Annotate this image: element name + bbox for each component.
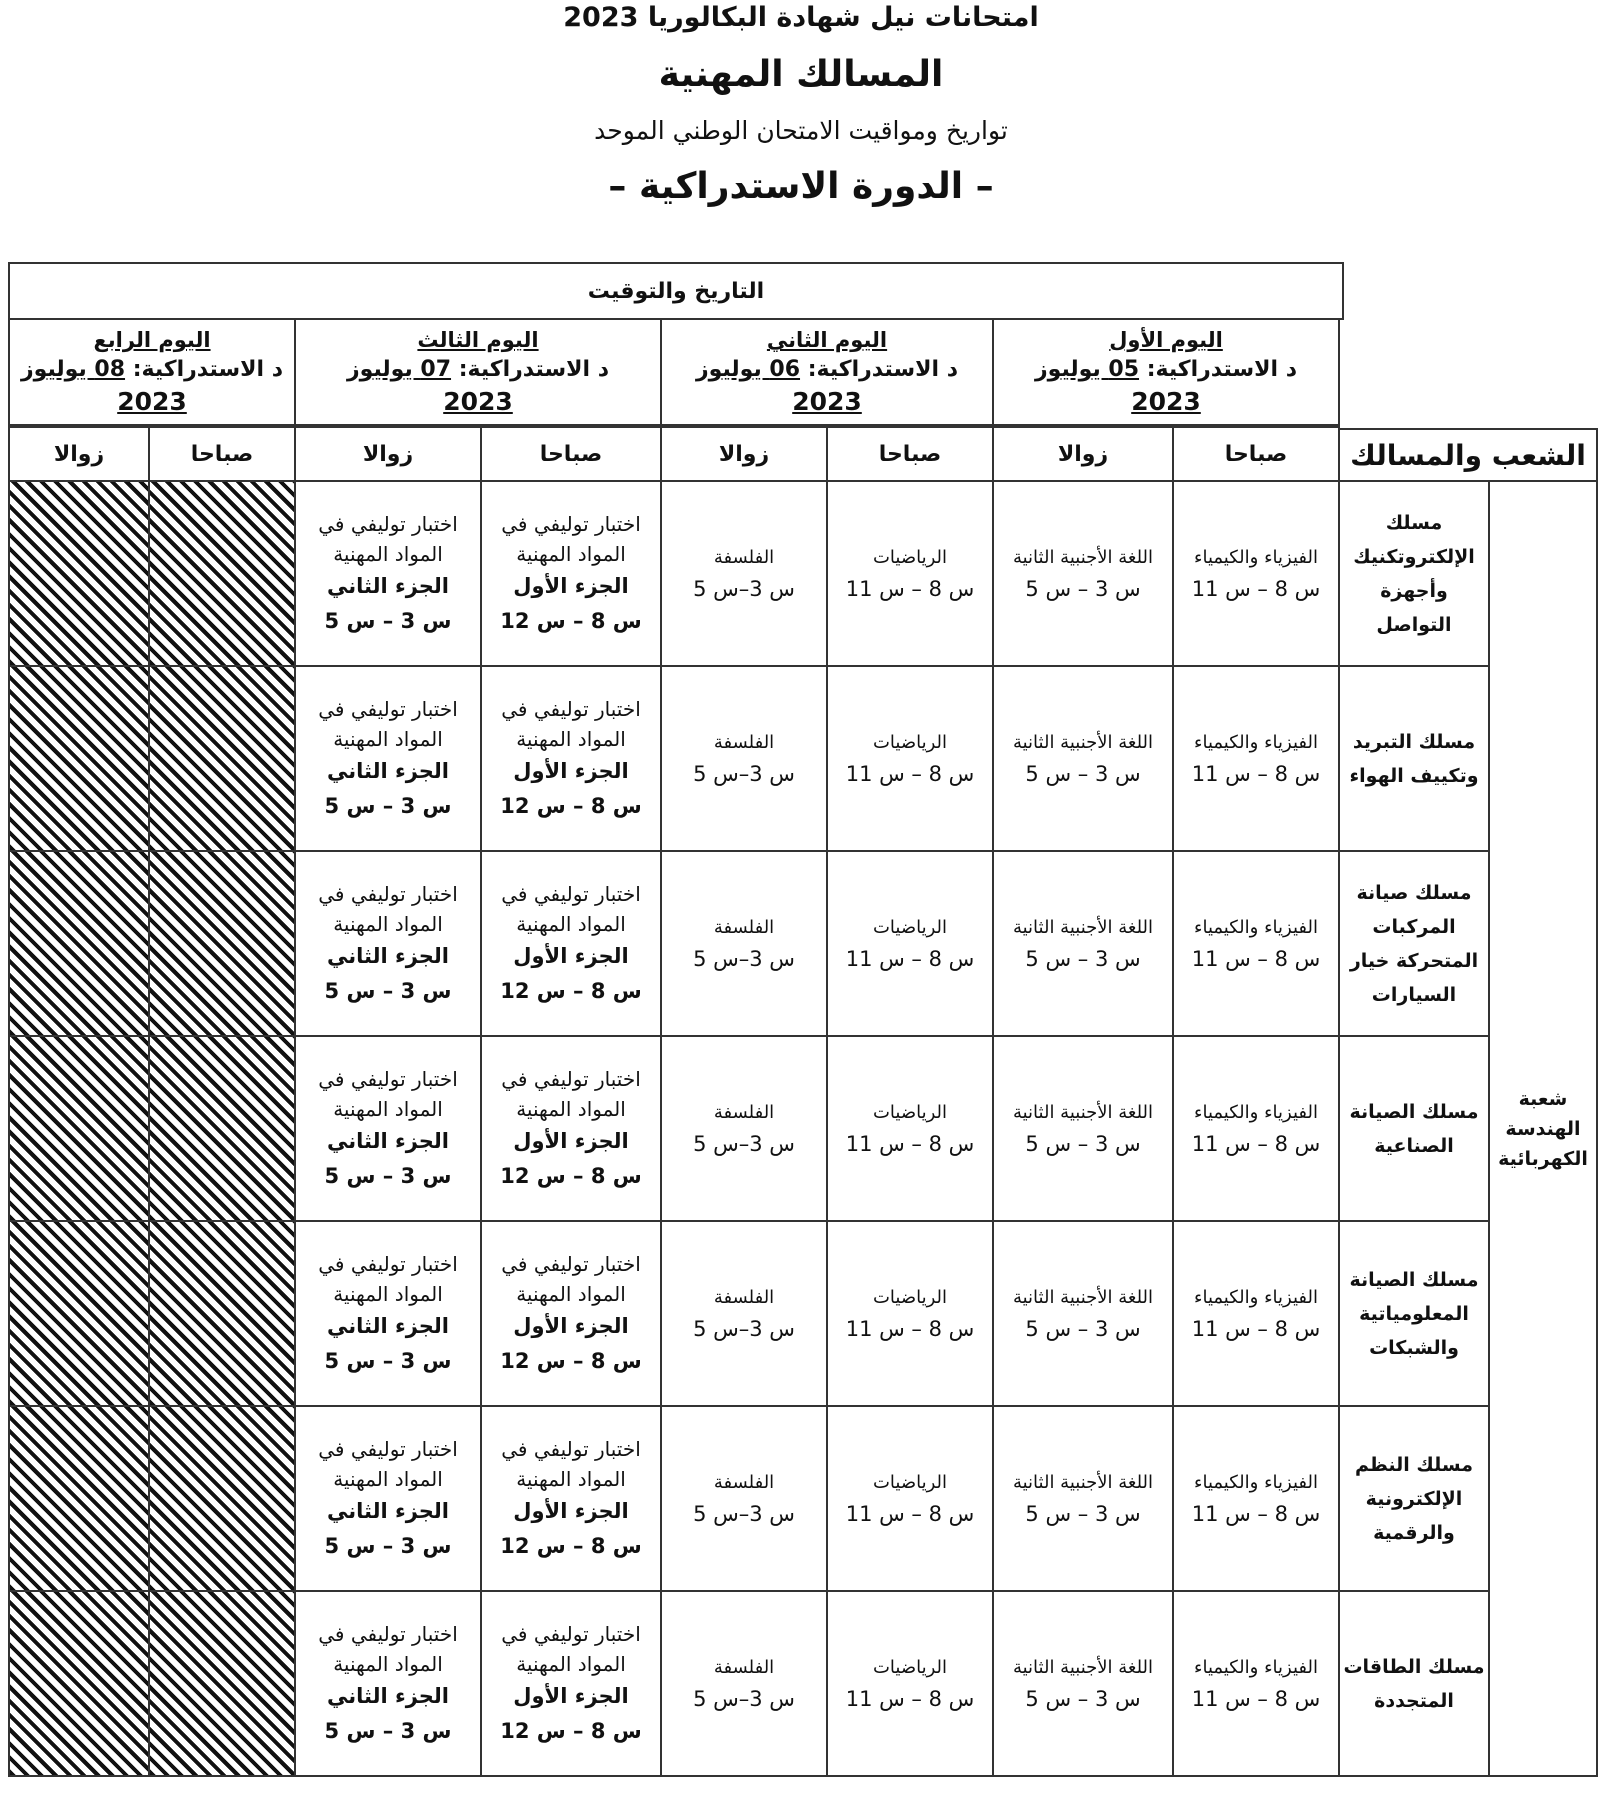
slot-afternoon-label: زوالا <box>362 441 414 467</box>
exam-time: س 3 – س 5 <box>324 1348 452 1373</box>
exam-time: س 3–س 5 <box>693 761 795 786</box>
exam-subject-line: المواد المهنية <box>333 726 443 751</box>
day-date: 08 يوليوز <box>20 357 126 382</box>
exam-cell <box>294 1220 482 1407</box>
exam-subject-line: المواد المهنية <box>516 911 626 936</box>
day-name: اليوم الأول <box>1109 328 1223 352</box>
exam-cell <box>480 480 662 667</box>
exam-subject-line: اختبار توليفي في <box>318 1621 458 1646</box>
exam-subject-line: اختبار توليفي في <box>318 1066 458 1091</box>
exam-cell <box>992 850 1174 1037</box>
day-prefix: د الاستدراكية: <box>1139 357 1298 382</box>
hatched-empty-cell <box>148 480 296 667</box>
exam-subject-line: المواد المهنية <box>516 1096 626 1121</box>
hatched-empty-cell <box>8 665 150 852</box>
exam-subject: الرياضيات <box>872 731 948 753</box>
exam-cell <box>1172 1405 1340 1592</box>
branch-name: شعبة الهندسة الكهربائية <box>1498 1087 1588 1170</box>
exam-subject-line: اختبار توليفي في <box>318 1251 458 1276</box>
day-prefix: د الاستدراكية: <box>125 357 284 382</box>
day-date: 05 يوليوز <box>1034 357 1140 382</box>
hatched-empty-cell <box>148 1220 296 1407</box>
slot-morning-label: صباحا <box>539 441 603 467</box>
exam-subject-line: اختبار توليفي في <box>501 1621 641 1646</box>
exam-subject-line: المواد المهنية <box>333 1466 443 1491</box>
exam-cell <box>826 1220 994 1407</box>
exam-subject-line: اختبار توليفي في <box>501 881 641 906</box>
day-date: 07 يوليوز <box>346 357 452 382</box>
exam-part: الجزء الثاني <box>327 1313 450 1338</box>
exam-time: س 8 – س 12 <box>500 1348 642 1373</box>
day-date: 06 يوليوز <box>695 357 801 382</box>
exam-time: س 3–س 5 <box>693 576 795 601</box>
track-cell <box>1338 1220 1490 1407</box>
exam-subject: الفيزياء والكيمياء <box>1194 1656 1318 1678</box>
day-year: 2023 <box>1131 387 1201 416</box>
exam-cell <box>1172 665 1340 852</box>
day-header-4 <box>8 318 296 426</box>
exam-time: س 3–س 5 <box>693 946 795 971</box>
exam-subject-line: اختبار توليفي في <box>318 696 458 721</box>
exam-time: س 8 – س 11 <box>1191 1501 1321 1526</box>
track-name: مسلك الطاقات المتجددة <box>1343 1655 1485 1712</box>
slot-afternoon-label: زوالا <box>718 441 770 467</box>
exam-subject: الرياضيات <box>872 1471 948 1493</box>
day-name: اليوم الثاني <box>766 328 888 352</box>
day-name: اليوم الثالث <box>417 328 539 352</box>
exam-cell <box>826 1405 994 1592</box>
exam-time: س 3 – س 5 <box>1025 946 1141 971</box>
exam-cell <box>294 665 482 852</box>
exam-subject: الفلسفة <box>713 546 775 568</box>
hatched-empty-cell <box>148 665 296 852</box>
slot-afternoon-3 <box>294 426 482 482</box>
exam-part: الجزء الأول <box>513 758 629 783</box>
exam-cell <box>826 1590 994 1777</box>
exam-cell <box>826 850 994 1037</box>
exam-subject: الرياضيات <box>872 1101 948 1123</box>
stream-title: المسالك المهنية <box>658 54 944 95</box>
exam-subject: الفلسفة <box>713 1101 775 1123</box>
exam-time: س 8 – س 12 <box>500 608 642 633</box>
track-name: مسلك صيانة المركبات المتحركة خيار السيارات <box>1349 881 1479 1006</box>
exam-subject: اللغة الأجنبية الثانية <box>1012 916 1154 938</box>
exam-time: س 3 – س 5 <box>1025 1686 1141 1711</box>
exam-cell <box>294 1035 482 1222</box>
exam-cell <box>992 1590 1174 1777</box>
exam-cell <box>826 665 994 852</box>
slot-morning-4 <box>148 426 296 482</box>
slot-morning-label: صباحا <box>1224 441 1288 467</box>
exam-subject-line: المواد المهنية <box>516 1651 626 1676</box>
exam-cell <box>826 1035 994 1222</box>
track-name: مسلك الصيانة المعلومياتية والشبكات <box>1349 1268 1479 1359</box>
exam-subject-line: المواد المهنية <box>333 1096 443 1121</box>
exam-subject: اللغة الأجنبية الثانية <box>1012 731 1154 753</box>
exam-part: الجزء الأول <box>513 1498 629 1523</box>
exam-subject-line: اختبار توليفي في <box>501 1251 641 1276</box>
day-date-line <box>21 354 283 386</box>
exam-cell <box>480 1590 662 1777</box>
exam-subject-line: المواد المهنية <box>516 726 626 751</box>
exam-cell <box>480 1405 662 1592</box>
exam-time: س 8 – س 11 <box>845 1316 975 1341</box>
exam-time: س 3 – س 5 <box>1025 1316 1141 1341</box>
branches-header-label: الشعب والمسالك <box>1350 438 1586 472</box>
day-date-line <box>1035 354 1297 386</box>
day-prefix: د الاستدراكية: <box>451 357 610 382</box>
exam-cell <box>992 665 1174 852</box>
track-cell <box>1338 1590 1490 1777</box>
exam-cell <box>660 480 828 667</box>
exam-time: س 8 – س 11 <box>845 1131 975 1156</box>
exam-subject: اللغة الأجنبية الثانية <box>1012 1286 1154 1308</box>
schedule-subtitle: تواريخ ومواقيت الامتحان الوطني الموحد <box>594 116 1008 145</box>
exam-subject: الفلسفة <box>713 1656 775 1678</box>
exam-subject-line: المواد المهنية <box>333 541 443 566</box>
exam-subject: الفيزياء والكيمياء <box>1194 1471 1318 1493</box>
exam-time: س 3 – س 5 <box>324 608 452 633</box>
exam-time: س 3 – س 5 <box>1025 1131 1141 1156</box>
exam-cell <box>480 1220 662 1407</box>
day-year: 2023 <box>792 387 862 416</box>
exam-cell <box>660 665 828 852</box>
exam-subject: الرياضيات <box>872 1286 948 1308</box>
day-date-line <box>696 354 958 386</box>
day-prefix: د الاستدراكية: <box>800 357 959 382</box>
track-cell <box>1338 1405 1490 1592</box>
exam-cell <box>1172 480 1340 667</box>
exam-cell <box>660 1405 828 1592</box>
slot-morning-2 <box>826 426 994 482</box>
exam-cell <box>660 850 828 1037</box>
exam-subject: الفلسفة <box>713 1471 775 1493</box>
exam-cell <box>480 665 662 852</box>
exam-part: الجزء الأول <box>513 573 629 598</box>
exam-cell <box>1172 1590 1340 1777</box>
exam-subject-line: اختبار توليفي في <box>318 881 458 906</box>
day-header-3 <box>294 318 662 426</box>
exam-time: س 8 – س 11 <box>845 946 975 971</box>
hatched-empty-cell <box>148 1590 296 1777</box>
exam-subject-line: المواد المهنية <box>333 1281 443 1306</box>
hatched-empty-cell <box>8 850 150 1037</box>
exam-time: س 8 – س 11 <box>1191 1316 1321 1341</box>
exam-subject: الرياضيات <box>872 1656 948 1678</box>
exam-cell <box>294 1590 482 1777</box>
exam-subject: الفلسفة <box>713 916 775 938</box>
hatched-empty-cell <box>148 850 296 1037</box>
exam-subject: اللغة الأجنبية الثانية <box>1012 1101 1154 1123</box>
exam-time: س 8 – س 12 <box>500 793 642 818</box>
slot-afternoon-label: زوالا <box>53 441 105 467</box>
exam-subject: اللغة الأجنبية الثانية <box>1012 1656 1154 1678</box>
slot-afternoon-1 <box>992 426 1174 482</box>
exam-subject: الرياضيات <box>872 916 948 938</box>
hatched-empty-cell <box>148 1405 296 1592</box>
exam-subject: الفيزياء والكيمياء <box>1194 546 1318 568</box>
exam-time: س 8 – س 11 <box>1191 1686 1321 1711</box>
exam-subject-line: المواد المهنية <box>333 911 443 936</box>
exam-cell <box>660 1590 828 1777</box>
exam-subject-line: اختبار توليفي في <box>318 1436 458 1461</box>
exam-subject: الفلسفة <box>713 731 775 753</box>
exam-time: س 3 – س 5 <box>324 1718 452 1743</box>
exam-subject-line: اختبار توليفي في <box>501 696 641 721</box>
exam-cell <box>294 1405 482 1592</box>
hatched-empty-cell <box>8 1590 150 1777</box>
exam-part: الجزء الأول <box>513 1313 629 1338</box>
exam-time: س 8 – س 11 <box>1191 761 1321 786</box>
slot-morning-3 <box>480 426 662 482</box>
slot-afternoon-4 <box>8 426 150 482</box>
exam-subject: الرياضيات <box>872 546 948 568</box>
exam-time: س 8 – س 12 <box>500 978 642 1003</box>
exam-subject-line: اختبار توليفي في <box>501 1066 641 1091</box>
exam-part: الجزء الأول <box>513 943 629 968</box>
exam-time: س 3 – س 5 <box>324 978 452 1003</box>
exam-part: الجزء الثاني <box>327 1683 450 1708</box>
exam-time: س 3–س 5 <box>693 1686 795 1711</box>
exam-subject: اللغة الأجنبية الثانية <box>1012 546 1154 568</box>
exam-time: س 8 – س 11 <box>845 576 975 601</box>
exam-time: س 3 – س 5 <box>324 793 452 818</box>
exam-time: س 8 – س 11 <box>845 761 975 786</box>
track-name: مسلك الإلكتروتكنيك وأجهزة التواصل <box>1353 511 1475 636</box>
exam-time: س 8 – س 11 <box>845 1501 975 1526</box>
exam-time: س 8 – س 11 <box>1191 1131 1321 1156</box>
slot-afternoon-label: زوالا <box>1057 441 1109 467</box>
exam-time: س 3 – س 5 <box>324 1533 452 1558</box>
track-name: مسلك الصيانة الصناعية <box>1349 1100 1479 1157</box>
exam-cell <box>992 1220 1174 1407</box>
exam-cell <box>480 1035 662 1222</box>
table-title: التاريخ والتوقيت <box>587 278 765 304</box>
day-header-1 <box>992 318 1340 426</box>
schedule-table <box>8 262 1598 1792</box>
exam-subject-line: اختبار توليفي في <box>501 511 641 536</box>
branches-tracks-header <box>1338 428 1598 482</box>
exam-time: س 3 – س 5 <box>1025 1501 1141 1526</box>
exam-part: الجزء الثاني <box>327 1498 450 1523</box>
table-title-cell <box>8 262 1344 320</box>
exam-cell <box>1172 1035 1340 1222</box>
exam-cell <box>1172 850 1340 1037</box>
track-cell <box>1338 850 1490 1037</box>
slot-morning-1 <box>1172 426 1340 482</box>
day-header-2 <box>660 318 994 426</box>
branch-cell <box>1488 480 1598 1777</box>
hatched-empty-cell <box>8 1035 150 1222</box>
slot-morning-label: صباحا <box>190 441 254 467</box>
exam-cell <box>660 1220 828 1407</box>
exam-subject-line: المواد المهنية <box>333 1651 443 1676</box>
exam-part: الجزء الأول <box>513 1683 629 1708</box>
exam-part: الجزء الأول <box>513 1128 629 1153</box>
exam-time: س 8 – س 11 <box>845 1686 975 1711</box>
exam-time: س 8 – س 11 <box>1191 946 1321 971</box>
hatched-empty-cell <box>8 1405 150 1592</box>
day-date-line <box>347 354 609 386</box>
session-title: – الدورة الاستدراكية – <box>608 166 994 207</box>
exam-time: س 3–س 5 <box>693 1316 795 1341</box>
exam-time: س 3–س 5 <box>693 1501 795 1526</box>
exam-cell <box>826 480 994 667</box>
exam-part: الجزء الثاني <box>327 1128 450 1153</box>
exam-title: امتحانات نيل شهادة البكالوريا 2023 <box>563 2 1039 33</box>
track-cell <box>1338 480 1490 667</box>
exam-time: س 8 – س 12 <box>500 1163 642 1188</box>
exam-cell <box>294 850 482 1037</box>
exam-time: س 8 – س 12 <box>500 1718 642 1743</box>
hatched-empty-cell <box>8 480 150 667</box>
exam-part: الجزء الثاني <box>327 573 450 598</box>
exam-subject-line: المواد المهنية <box>516 1466 626 1491</box>
track-name: مسلك التبريد وتكييف الهواء <box>1349 730 1479 787</box>
day-year: 2023 <box>443 387 513 416</box>
track-cell <box>1338 1035 1490 1222</box>
exam-cell <box>294 480 482 667</box>
exam-part: الجزء الثاني <box>327 943 450 968</box>
exam-cell <box>992 1405 1174 1592</box>
exam-time: س 8 – س 12 <box>500 1533 642 1558</box>
day-year: 2023 <box>117 387 187 416</box>
exam-subject: الفلسفة <box>713 1286 775 1308</box>
exam-time: س 8 – س 11 <box>1191 576 1321 601</box>
exam-subject: الفيزياء والكيمياء <box>1194 1286 1318 1308</box>
hatched-empty-cell <box>148 1035 296 1222</box>
slot-morning-label: صباحا <box>878 441 942 467</box>
exam-cell <box>1172 1220 1340 1407</box>
exam-time: س 3 – س 5 <box>1025 761 1141 786</box>
exam-time: س 3 – س 5 <box>324 1163 452 1188</box>
exam-subject-line: المواد المهنية <box>516 541 626 566</box>
hatched-empty-cell <box>8 1220 150 1407</box>
exam-part: الجزء الثاني <box>327 758 450 783</box>
exam-time: س 3 – س 5 <box>1025 576 1141 601</box>
exam-subject-line: اختبار توليفي في <box>318 511 458 536</box>
exam-time: س 3–س 5 <box>693 1131 795 1156</box>
exam-cell <box>660 1035 828 1222</box>
track-name: مسلك النظم الإلكترونية والرقمية <box>1355 1453 1473 1544</box>
exam-subject: الفيزياء والكيمياء <box>1194 1101 1318 1123</box>
exam-subject: اللغة الأجنبية الثانية <box>1012 1471 1154 1493</box>
exam-subject: الفيزياء والكيمياء <box>1194 916 1318 938</box>
exam-cell <box>992 1035 1174 1222</box>
exam-subject: الفيزياء والكيمياء <box>1194 731 1318 753</box>
exam-subject-line: اختبار توليفي في <box>501 1436 641 1461</box>
track-cell <box>1338 665 1490 852</box>
exam-cell <box>992 480 1174 667</box>
exam-subject-line: المواد المهنية <box>516 1281 626 1306</box>
day-name: اليوم الرابع <box>93 328 211 352</box>
slot-afternoon-2 <box>660 426 828 482</box>
exam-cell <box>480 850 662 1037</box>
